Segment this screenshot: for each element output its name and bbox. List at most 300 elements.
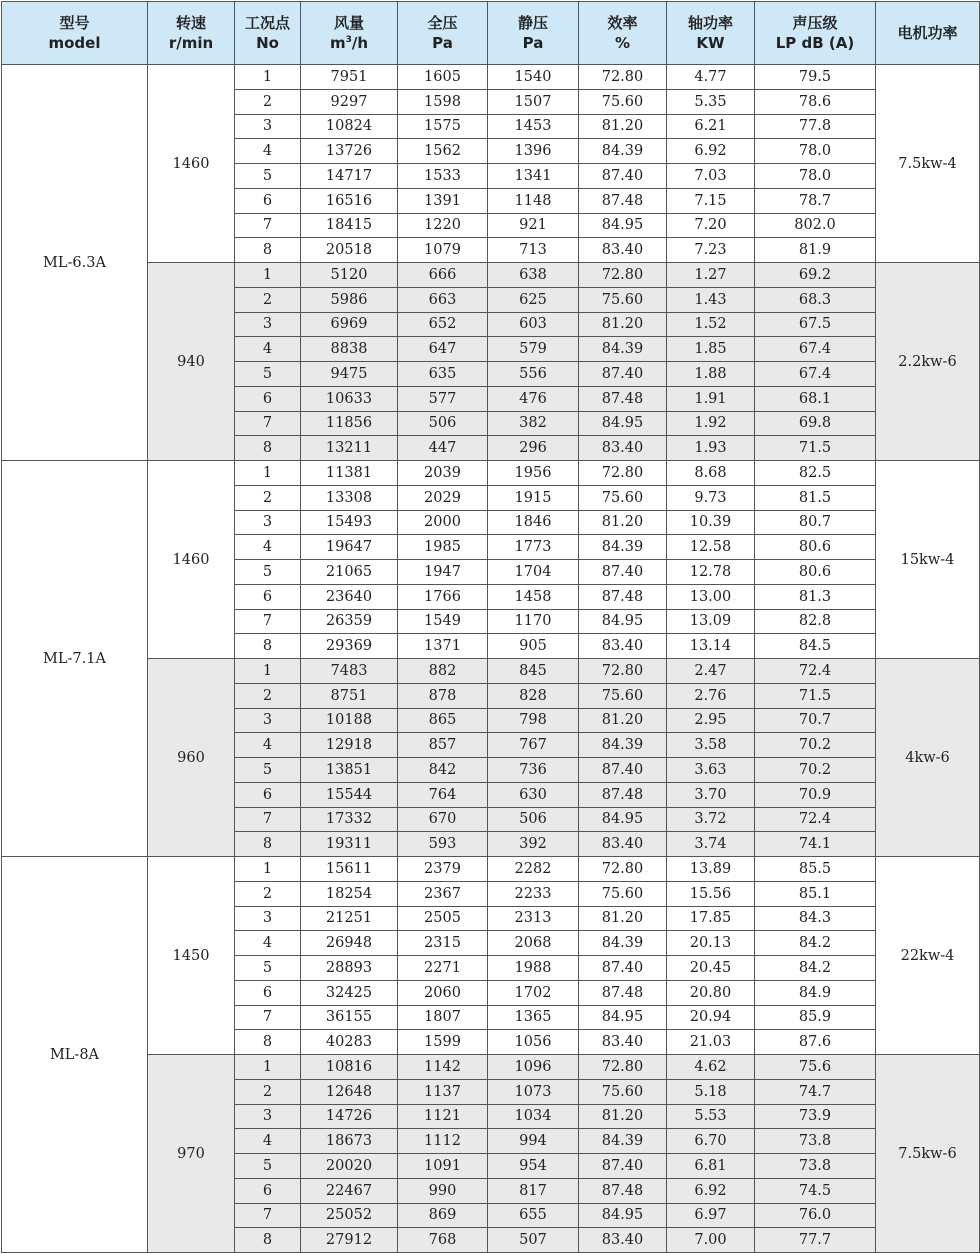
efficiency-cell: 87.48 [579, 980, 667, 1005]
point-cell: 3 [235, 1104, 301, 1129]
shaft-power-cell: 3.72 [667, 807, 755, 832]
sound-level-cell: 84.2 [755, 931, 876, 956]
sound-level-cell: 73.8 [755, 1154, 876, 1179]
total-pressure-cell: 842 [398, 758, 488, 783]
efficiency-cell: 87.40 [579, 560, 667, 585]
point-cell: 2 [235, 89, 301, 114]
flow-cell: 20020 [301, 1154, 398, 1179]
efficiency-cell: 75.60 [579, 485, 667, 510]
point-cell: 6 [235, 1178, 301, 1203]
sound-level-cell: 78.6 [755, 89, 876, 114]
point-cell: 6 [235, 584, 301, 609]
efficiency-cell: 75.60 [579, 881, 667, 906]
static-pressure-cell: 556 [488, 362, 579, 387]
sound-level-cell: 81.5 [755, 485, 876, 510]
efficiency-cell: 84.39 [579, 1129, 667, 1154]
efficiency-cell: 84.39 [579, 931, 667, 956]
shaft-power-cell: 5.18 [667, 1079, 755, 1104]
total-pressure-cell: 1947 [398, 560, 488, 585]
total-pressure-cell: 2315 [398, 931, 488, 956]
sound-level-cell: 78.0 [755, 164, 876, 189]
flow-cell: 21065 [301, 560, 398, 585]
shaft-power-cell: 1.43 [667, 287, 755, 312]
point-cell: 1 [235, 857, 301, 882]
static-pressure-cell: 828 [488, 683, 579, 708]
total-pressure-cell: 2367 [398, 881, 488, 906]
point-cell: 7 [235, 1005, 301, 1030]
flow-cell: 15493 [301, 510, 398, 535]
point-cell: 3 [235, 312, 301, 337]
flow-cell: 14717 [301, 164, 398, 189]
efficiency-cell: 87.48 [579, 386, 667, 411]
static-pressure-cell: 1773 [488, 535, 579, 560]
flow-cell: 26359 [301, 609, 398, 634]
point-cell: 6 [235, 386, 301, 411]
efficiency-cell: 84.95 [579, 807, 667, 832]
efficiency-cell: 87.40 [579, 956, 667, 981]
sound-level-cell: 72.4 [755, 807, 876, 832]
speed-cell: 1450 [148, 857, 235, 1055]
efficiency-cell: 87.48 [579, 782, 667, 807]
sound-level-cell: 74.5 [755, 1178, 876, 1203]
point-cell: 2 [235, 1079, 301, 1104]
efficiency-cell: 72.80 [579, 65, 667, 90]
shaft-power-cell: 20.45 [667, 956, 755, 981]
efficiency-cell: 72.80 [579, 461, 667, 486]
efficiency-cell: 83.40 [579, 1030, 667, 1055]
shaft-power-cell: 7.20 [667, 213, 755, 238]
shaft-power-cell: 17.85 [667, 906, 755, 931]
total-pressure-cell: 666 [398, 263, 488, 288]
flow-cell: 10188 [301, 708, 398, 733]
flow-cell: 11381 [301, 461, 398, 486]
sound-level-cell: 80.7 [755, 510, 876, 535]
sound-level-cell: 84.5 [755, 634, 876, 659]
flow-cell: 21251 [301, 906, 398, 931]
static-pressure-cell: 954 [488, 1154, 579, 1179]
sound-level-cell: 69.8 [755, 411, 876, 436]
total-pressure-cell: 1142 [398, 1055, 488, 1080]
speed-cell: 1460 [148, 65, 235, 263]
sound-level-cell: 84.2 [755, 956, 876, 981]
flow-cell: 8838 [301, 337, 398, 362]
shaft-power-cell: 13.89 [667, 857, 755, 882]
flow-cell: 27912 [301, 1228, 398, 1253]
speed-cell: 960 [148, 659, 235, 857]
sound-level-cell: 87.6 [755, 1030, 876, 1055]
point-cell: 4 [235, 337, 301, 362]
shaft-power-cell: 1.93 [667, 436, 755, 461]
sound-level-cell: 68.1 [755, 386, 876, 411]
total-pressure-cell: 2000 [398, 510, 488, 535]
total-pressure-cell: 1766 [398, 584, 488, 609]
static-pressure-cell: 1073 [488, 1079, 579, 1104]
sound-level-cell: 81.3 [755, 584, 876, 609]
shaft-power-cell: 10.39 [667, 510, 755, 535]
flow-cell: 40283 [301, 1030, 398, 1055]
sound-level-cell: 67.5 [755, 312, 876, 337]
static-pressure-cell: 1034 [488, 1104, 579, 1129]
static-pressure-cell: 506 [488, 807, 579, 832]
efficiency-cell: 81.20 [579, 312, 667, 337]
total-pressure-cell: 1598 [398, 89, 488, 114]
total-pressure-cell: 869 [398, 1203, 488, 1228]
speed-cell: 970 [148, 1055, 235, 1253]
total-pressure-cell: 990 [398, 1178, 488, 1203]
shaft-power-cell: 1.85 [667, 337, 755, 362]
total-pressure-cell: 1533 [398, 164, 488, 189]
sound-level-cell: 81.9 [755, 238, 876, 263]
efficiency-cell: 81.20 [579, 510, 667, 535]
total-pressure-cell: 663 [398, 287, 488, 312]
shaft-power-cell: 6.92 [667, 1178, 755, 1203]
motor-power-cell: 2.2kw-6 [876, 263, 980, 461]
static-pressure-cell: 1540 [488, 65, 579, 90]
point-cell: 8 [235, 832, 301, 857]
flow-cell: 6969 [301, 312, 398, 337]
header-shaft-power: 轴功率 KW [667, 2, 755, 65]
static-pressure-cell: 921 [488, 213, 579, 238]
point-cell: 2 [235, 881, 301, 906]
efficiency-cell: 83.40 [579, 832, 667, 857]
static-pressure-cell: 476 [488, 386, 579, 411]
total-pressure-cell: 652 [398, 312, 488, 337]
sound-level-cell: 71.5 [755, 683, 876, 708]
sound-level-cell: 70.7 [755, 708, 876, 733]
flow-cell: 20518 [301, 238, 398, 263]
static-pressure-cell: 845 [488, 659, 579, 684]
model-cell: ML-6.3A [2, 65, 148, 461]
static-pressure-cell: 1365 [488, 1005, 579, 1030]
efficiency-cell: 84.95 [579, 1203, 667, 1228]
static-pressure-cell: 2313 [488, 906, 579, 931]
flow-cell: 9297 [301, 89, 398, 114]
point-cell: 3 [235, 906, 301, 931]
point-cell: 4 [235, 733, 301, 758]
speed-cell: 1460 [148, 461, 235, 659]
efficiency-cell: 84.95 [579, 609, 667, 634]
shaft-power-cell: 3.70 [667, 782, 755, 807]
point-cell: 3 [235, 708, 301, 733]
flow-cell: 32425 [301, 980, 398, 1005]
speed-cell: 940 [148, 263, 235, 461]
flow-cell: 29369 [301, 634, 398, 659]
static-pressure-cell: 1915 [488, 485, 579, 510]
flow-cell: 12648 [301, 1079, 398, 1104]
efficiency-cell: 84.39 [579, 337, 667, 362]
shaft-power-cell: 13.09 [667, 609, 755, 634]
flow-cell: 7951 [301, 65, 398, 90]
point-cell: 8 [235, 634, 301, 659]
point-cell: 1 [235, 1055, 301, 1080]
static-pressure-cell: 1458 [488, 584, 579, 609]
static-pressure-cell: 382 [488, 411, 579, 436]
sound-level-cell: 72.4 [755, 659, 876, 684]
efficiency-cell: 87.48 [579, 188, 667, 213]
sound-level-cell: 78.0 [755, 139, 876, 164]
efficiency-cell: 83.40 [579, 634, 667, 659]
shaft-power-cell: 1.88 [667, 362, 755, 387]
total-pressure-cell: 1605 [398, 65, 488, 90]
fan-performance-table [1, 1, 980, 1253]
shaft-power-cell: 5.53 [667, 1104, 755, 1129]
static-pressure-cell: 1396 [488, 139, 579, 164]
flow-cell: 13851 [301, 758, 398, 783]
sound-level-cell: 73.8 [755, 1129, 876, 1154]
static-pressure-cell: 1988 [488, 956, 579, 981]
header-efficiency: 效率 % [579, 2, 667, 65]
sound-level-cell: 75.6 [755, 1055, 876, 1080]
total-pressure-cell: 2271 [398, 956, 488, 981]
static-pressure-cell: 392 [488, 832, 579, 857]
flow-cell: 16516 [301, 188, 398, 213]
point-cell: 6 [235, 980, 301, 1005]
sound-level-cell: 67.4 [755, 362, 876, 387]
table-row [2, 857, 980, 882]
shaft-power-cell: 4.77 [667, 65, 755, 90]
sound-level-cell: 85.9 [755, 1005, 876, 1030]
flow-cell: 10633 [301, 386, 398, 411]
efficiency-cell: 81.20 [579, 1104, 667, 1129]
sound-level-cell: 74.1 [755, 832, 876, 857]
point-cell: 1 [235, 263, 301, 288]
total-pressure-cell: 857 [398, 733, 488, 758]
header-flow: 风量 $m^3/h$ [301, 2, 398, 65]
shaft-power-cell: 7.00 [667, 1228, 755, 1253]
flow-cell: 13726 [301, 139, 398, 164]
shaft-power-cell: 20.94 [667, 1005, 755, 1030]
sound-level-cell: 70.2 [755, 733, 876, 758]
efficiency-cell: 84.95 [579, 411, 667, 436]
static-pressure-cell: 1702 [488, 980, 579, 1005]
static-pressure-cell: 655 [488, 1203, 579, 1228]
sound-level-cell: 71.5 [755, 436, 876, 461]
total-pressure-cell: 1807 [398, 1005, 488, 1030]
shaft-power-cell: 3.63 [667, 758, 755, 783]
flow-cell: 18673 [301, 1129, 398, 1154]
point-cell: 7 [235, 213, 301, 238]
point-cell: 5 [235, 560, 301, 585]
total-pressure-cell: 2060 [398, 980, 488, 1005]
point-cell: 6 [235, 782, 301, 807]
total-pressure-cell: 593 [398, 832, 488, 857]
table-row [2, 659, 980, 684]
point-cell: 5 [235, 1154, 301, 1179]
flow-cell: 15544 [301, 782, 398, 807]
point-cell: 2 [235, 683, 301, 708]
static-pressure-cell: 2282 [488, 857, 579, 882]
flow-cell: 10824 [301, 114, 398, 139]
point-cell: 7 [235, 411, 301, 436]
header-point: 工况点 No [235, 2, 301, 65]
sound-level-cell: 82.5 [755, 461, 876, 486]
sound-level-cell: 79.5 [755, 65, 876, 90]
shaft-power-cell: 7.15 [667, 188, 755, 213]
point-cell: 4 [235, 1129, 301, 1154]
total-pressure-cell: 635 [398, 362, 488, 387]
motor-power-cell: 7.5kw-4 [876, 65, 980, 263]
flow-cell: 22467 [301, 1178, 398, 1203]
point-cell: 4 [235, 931, 301, 956]
efficiency-cell: 75.60 [579, 89, 667, 114]
static-pressure-cell: 1704 [488, 560, 579, 585]
flow-cell: 13308 [301, 485, 398, 510]
point-cell: 1 [235, 659, 301, 684]
flow-cell: 9475 [301, 362, 398, 387]
header-model: 型号 model [2, 2, 148, 65]
table-row [2, 65, 980, 90]
efficiency-cell: 87.40 [579, 758, 667, 783]
point-cell: 8 [235, 436, 301, 461]
header-motor-power: 电机功率 [876, 2, 980, 65]
sound-level-cell: 82.8 [755, 609, 876, 634]
sound-level-cell: 85.1 [755, 881, 876, 906]
static-pressure-cell: 1056 [488, 1030, 579, 1055]
shaft-power-cell: 12.78 [667, 560, 755, 585]
sound-level-cell: 68.3 [755, 287, 876, 312]
flow-cell: 18415 [301, 213, 398, 238]
shaft-power-cell: 7.23 [667, 238, 755, 263]
flow-cell: 36155 [301, 1005, 398, 1030]
shaft-power-cell: 6.70 [667, 1129, 755, 1154]
total-pressure-cell: 506 [398, 411, 488, 436]
shaft-power-cell: 3.74 [667, 832, 755, 857]
flow-cell: 14726 [301, 1104, 398, 1129]
efficiency-cell: 75.60 [579, 683, 667, 708]
flow-cell: 5120 [301, 263, 398, 288]
static-pressure-cell: 1341 [488, 164, 579, 189]
model-cell: ML-7.1A [2, 461, 148, 857]
static-pressure-cell: 1453 [488, 114, 579, 139]
efficiency-cell: 84.95 [579, 1005, 667, 1030]
static-pressure-cell: 638 [488, 263, 579, 288]
header-total-pressure: 全压 Pa [398, 2, 488, 65]
flow-cell: 12918 [301, 733, 398, 758]
point-cell: 3 [235, 510, 301, 535]
shaft-power-cell: 1.92 [667, 411, 755, 436]
point-cell: 7 [235, 1203, 301, 1228]
static-pressure-cell: 1148 [488, 188, 579, 213]
shaft-power-cell: 6.21 [667, 114, 755, 139]
total-pressure-cell: 1549 [398, 609, 488, 634]
static-pressure-cell: 767 [488, 733, 579, 758]
flow-cell: 10816 [301, 1055, 398, 1080]
total-pressure-cell: 1599 [398, 1030, 488, 1055]
total-pressure-cell: 670 [398, 807, 488, 832]
efficiency-cell: 72.80 [579, 659, 667, 684]
point-cell: 6 [235, 188, 301, 213]
sound-level-cell: 80.6 [755, 535, 876, 560]
table-row [2, 461, 980, 486]
point-cell: 5 [235, 758, 301, 783]
point-cell: 5 [235, 956, 301, 981]
static-pressure-cell: 905 [488, 634, 579, 659]
static-pressure-cell: 798 [488, 708, 579, 733]
efficiency-cell: 72.80 [579, 857, 667, 882]
flow-cell: 18254 [301, 881, 398, 906]
shaft-power-cell: 1.27 [667, 263, 755, 288]
total-pressure-cell: 1121 [398, 1104, 488, 1129]
shaft-power-cell: 3.58 [667, 733, 755, 758]
shaft-power-cell: 4.62 [667, 1055, 755, 1080]
sound-level-cell: 67.4 [755, 337, 876, 362]
static-pressure-cell: 603 [488, 312, 579, 337]
shaft-power-cell: 2.76 [667, 683, 755, 708]
flow-cell: 19647 [301, 535, 398, 560]
point-cell: 7 [235, 807, 301, 832]
sound-level-cell: 76.0 [755, 1203, 876, 1228]
shaft-power-cell: 9.73 [667, 485, 755, 510]
point-cell: 7 [235, 609, 301, 634]
motor-power-cell: 15kw-4 [876, 461, 980, 659]
total-pressure-cell: 2039 [398, 461, 488, 486]
flow-cell: 13211 [301, 436, 398, 461]
motor-power-cell: 7.5kw-6 [876, 1055, 980, 1253]
table-row [2, 1055, 980, 1080]
total-pressure-cell: 1112 [398, 1129, 488, 1154]
static-pressure-cell: 630 [488, 782, 579, 807]
efficiency-cell: 87.48 [579, 1178, 667, 1203]
point-cell: 8 [235, 1228, 301, 1253]
sound-level-cell: 802.0 [755, 213, 876, 238]
efficiency-cell: 81.20 [579, 114, 667, 139]
point-cell: 2 [235, 485, 301, 510]
point-cell: 5 [235, 362, 301, 387]
total-pressure-cell: 878 [398, 683, 488, 708]
efficiency-cell: 75.60 [579, 287, 667, 312]
shaft-power-cell: 5.35 [667, 89, 755, 114]
static-pressure-cell: 579 [488, 337, 579, 362]
header-sound-level: 声压级 LP dB (A) [755, 2, 876, 65]
header-speed: 转速 r/min [148, 2, 235, 65]
total-pressure-cell: 1985 [398, 535, 488, 560]
flow-cell: 15611 [301, 857, 398, 882]
point-cell: 8 [235, 1030, 301, 1055]
static-pressure-cell: 2233 [488, 881, 579, 906]
flow-cell: 23640 [301, 584, 398, 609]
model-cell: ML-8A [2, 857, 148, 1253]
efficiency-cell: 84.39 [579, 139, 667, 164]
table-row [2, 263, 980, 288]
point-cell: 1 [235, 461, 301, 486]
total-pressure-cell: 647 [398, 337, 488, 362]
flow-cell: 7483 [301, 659, 398, 684]
shaft-power-cell: 20.13 [667, 931, 755, 956]
total-pressure-cell: 768 [398, 1228, 488, 1253]
sound-level-cell: 73.9 [755, 1104, 876, 1129]
shaft-power-cell: 7.03 [667, 164, 755, 189]
shaft-power-cell: 15.56 [667, 881, 755, 906]
efficiency-cell: 87.48 [579, 584, 667, 609]
sound-level-cell: 77.7 [755, 1228, 876, 1253]
static-pressure-cell: 817 [488, 1178, 579, 1203]
total-pressure-cell: 2029 [398, 485, 488, 510]
static-pressure-cell: 1170 [488, 609, 579, 634]
static-pressure-cell: 2068 [488, 931, 579, 956]
efficiency-cell: 72.80 [579, 1055, 667, 1080]
efficiency-cell: 84.39 [579, 733, 667, 758]
sound-level-cell: 78.7 [755, 188, 876, 213]
point-cell: 1 [235, 65, 301, 90]
sound-level-cell: 70.2 [755, 758, 876, 783]
sound-level-cell: 80.6 [755, 560, 876, 585]
efficiency-cell: 81.20 [579, 906, 667, 931]
efficiency-cell: 83.40 [579, 436, 667, 461]
static-pressure-cell: 736 [488, 758, 579, 783]
total-pressure-cell: 764 [398, 782, 488, 807]
motor-power-cell: 4kw-6 [876, 659, 980, 857]
sound-level-cell: 84.9 [755, 980, 876, 1005]
